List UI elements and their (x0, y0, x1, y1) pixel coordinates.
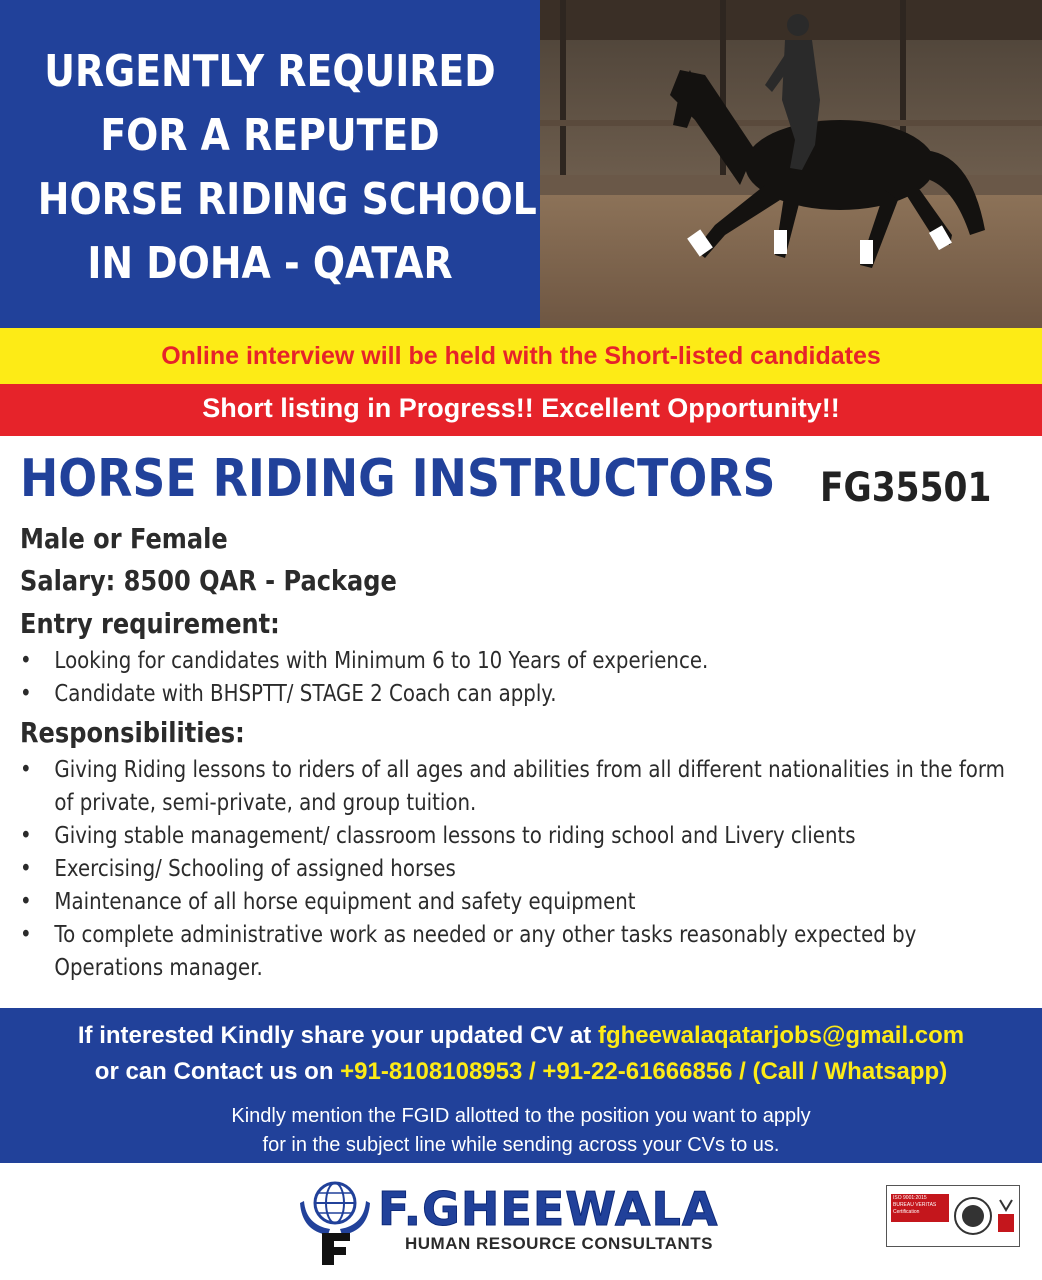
header-title-line-1: URGENTLY REQUIRED (44, 46, 496, 97)
shortlisting-banner: Short listing in Progress!! Excellent Opportunity!! (0, 384, 1042, 436)
contact-email-line (0, 1018, 1042, 1054)
ukas-mark-icon (997, 1196, 1015, 1236)
contact-panel (0, 1008, 1042, 1163)
list-item: • Looking for candidates with Minimum 6 to 10 Years of experience. (20, 645, 1009, 678)
header-title-line-3: HORSE RIDING SCHOOL (37, 174, 537, 225)
globe-hands-logo-icon (300, 1171, 370, 1267)
contact-email-prefix: If interested Kindly share your updated CV at (77, 1022, 598, 1049)
contact-phone-prefix: or can Contact us on (94, 1058, 341, 1085)
gender-line: Male or Female (20, 522, 228, 555)
veritas-seal-icon (953, 1196, 993, 1236)
responsibilities-heading: Responsibilities: (20, 716, 245, 749)
list-item: • Candidate with BHSPTT/ STAGE 2 Coach can apply. (20, 678, 1009, 711)
job-code: FG35501 (820, 465, 992, 511)
bureau-veritas-certification-badge-icon (886, 1185, 1020, 1247)
contact-email[interactable]: fgheewalaqatarjobs@gmail.com (597, 1022, 965, 1049)
list-item: • Giving stable management/ classroom lessons to riding school and Livery clients (20, 820, 1009, 853)
cert-text: ISO 9001:2015 BUREAU VERITAS Certification (891, 1194, 949, 1222)
header-title-line-2: FOR A REPUTED (100, 110, 440, 161)
contact-phones[interactable]: +91-8108108953 / +91-22-61666856 / (Call / Whatsapp) (340, 1058, 948, 1085)
horse-rider-photo (540, 0, 1042, 328)
brand-name: F.GHEEWALA (378, 1182, 719, 1236)
header-panel (0, 0, 1042, 328)
entry-requirement-heading: Entry requirement: (20, 607, 280, 640)
brand-tagline: HUMAN RESOURCE CONSULTANTS (405, 1234, 713, 1253)
header-title-line-4: IN DOHA - QATAR (87, 238, 453, 289)
list-item: • Giving Riding lessons to riders of all ages and abilities from all different nationalities in the form of private, semi-private, and group tuition. (20, 754, 1009, 820)
list-item: • To complete administrative work as needed or any other tasks reasonably expected by Operations manager. (20, 919, 1009, 985)
header-title (37, 40, 537, 296)
entry-requirement-list (20, 645, 1009, 711)
salary-line: Salary: 8500 QAR - Package (20, 564, 397, 597)
contact-note-line-1: Kindly mention the FGID allotted to the position you want to apply (231, 1105, 811, 1127)
interview-banner: Online interview will be held with the Short-listed candidates (0, 328, 1042, 384)
list-item: • Exercising/ Schooling of assigned horses (20, 853, 1009, 886)
list-item: • Maintenance of all horse equipment and safety equipment (20, 886, 1009, 919)
footer (0, 1163, 1042, 1280)
responsibilities-list (20, 754, 1009, 985)
job-title: HORSE RIDING INSTRUCTORS (20, 449, 776, 509)
contact-phone-line (0, 1054, 1042, 1090)
contact-note-line-2: for in the subject line while sending across your CVs to us. (262, 1134, 780, 1156)
horse-rider-illustration (540, 0, 1042, 328)
